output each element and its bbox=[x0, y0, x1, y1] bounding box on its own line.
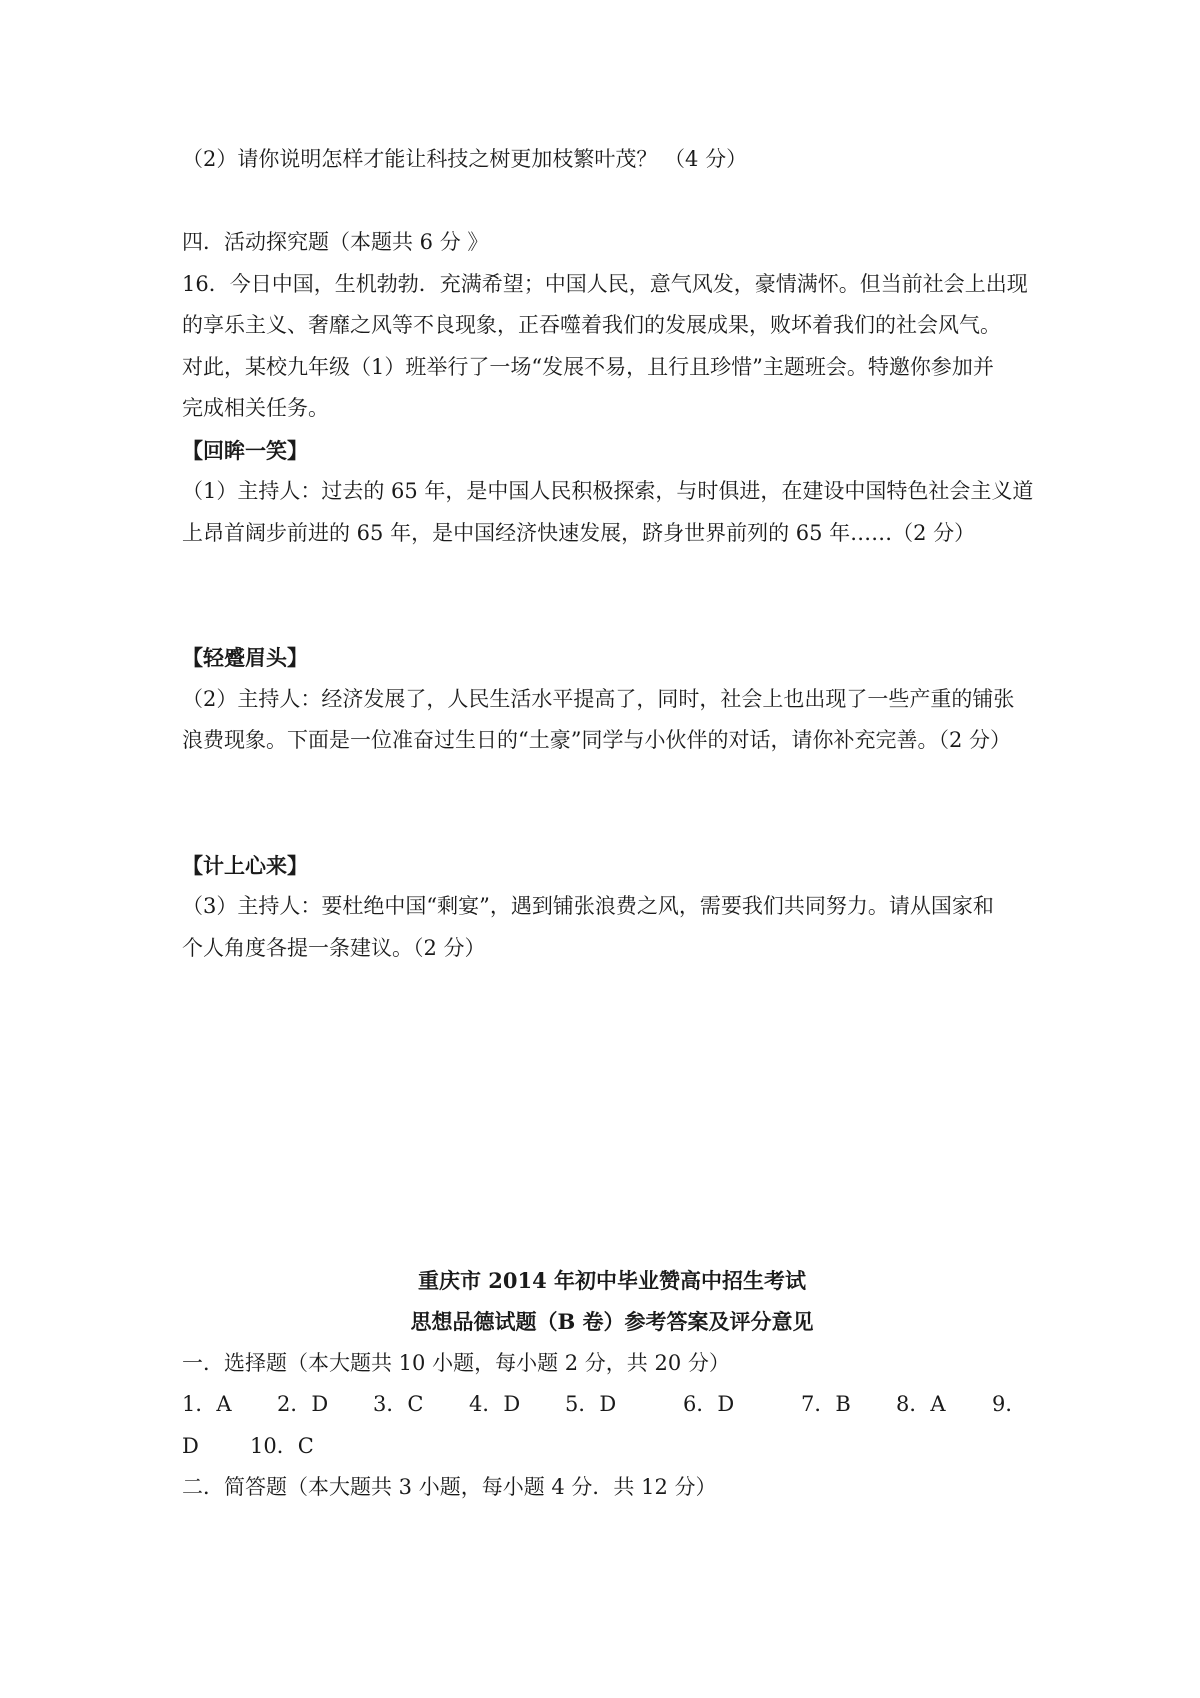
choice-answers-row-1 bbox=[182, 1384, 1042, 1426]
answer-key-subtitle: 思想品德试题（B 卷）参考答案及评分意见 bbox=[410, 1309, 814, 1334]
choice-answer: 6．D bbox=[683, 1392, 735, 1416]
choice-answer: 1．A bbox=[182, 1392, 232, 1416]
choice-answer: 3．C bbox=[373, 1392, 424, 1416]
part-1-line: 上昂首阔步前进的 65 年，是中国经济快速发展，跻身世界前列的 65 年……（2 分） bbox=[182, 520, 976, 545]
part-2-line: （2）主持人：经济发展了，人民生活水平提高了，同时，社会上也出现了一些产重的铺张 bbox=[182, 686, 1015, 711]
choice-answer: 8．A bbox=[896, 1392, 946, 1416]
document-body bbox=[182, 139, 1042, 1509]
intro-line: 的享乐主义、奢靡之风等不良现象，正吞噬着我们的发展成果，败坏着我们的社会风气。 bbox=[182, 313, 1001, 337]
intro-line: 16．今日中国，生机勃勃．充满希望；中国人民，意气风发，豪情满怀。但当前社会上出现 bbox=[182, 271, 1028, 296]
part-2-line: 浪费现象。下面是一位准奋过生日的“土豪”同学与小伙伴的对话，请你补充完善。（2 分） bbox=[182, 728, 1012, 752]
choice-answer: 4．D bbox=[469, 1392, 521, 1416]
intro-line: 完成相关任务。 bbox=[182, 396, 329, 420]
answer-key-title: 重庆市 2014 年初中毕业赞高中招生考试 bbox=[417, 1267, 807, 1293]
choice-answer: 2．D bbox=[277, 1392, 329, 1416]
choice-answer: 9． bbox=[992, 1392, 1027, 1416]
intro-line: 对此，某校九年级（1）班举行了一场“发展不易，且行且珍惜”主题班会。特邀你参加并 bbox=[182, 354, 994, 379]
part-2-label: 【轻蹙眉头】 bbox=[182, 645, 308, 670]
section-2-heading: 二．简答题（本大题共 3 小题，每小题 4 分．共 12 分） bbox=[182, 1475, 717, 1499]
part-1-label: 【回眸一笑】 bbox=[182, 437, 308, 463]
part-1-line: （1）主持人：过去的 65 年，是中国人民积极探索，与时俱进，在建设中国特色社会主义道 bbox=[182, 479, 1034, 503]
choice-answer: D bbox=[182, 1433, 199, 1458]
part-3-line: （3）主持人：要杜绝中国“剩宴”，遇到铺张浪费之风，需要我们共同努力。请从国家和 bbox=[182, 894, 994, 918]
part-3-line: 个人角度各提一条建议。（2 分） bbox=[182, 935, 486, 960]
choice-answer: 5．D bbox=[565, 1392, 617, 1416]
question-2-prompt: （2）请你说明怎样才能让科技之树更加枝繁叶茂？ （4 分） bbox=[182, 147, 748, 171]
section-1-heading: 一．选择题（本大题共 10 小题，每小题 2 分，共 20 分） bbox=[182, 1350, 730, 1375]
choice-answer: 7．B bbox=[801, 1392, 851, 1416]
choice-answer: 10．C bbox=[250, 1433, 314, 1458]
choice-answers-row-2 bbox=[182, 1426, 1042, 1468]
section-4-heading: 四．活动探究题（本题共 6 分 》 bbox=[182, 230, 489, 254]
part-3-label: 【计上心来】 bbox=[182, 852, 308, 878]
